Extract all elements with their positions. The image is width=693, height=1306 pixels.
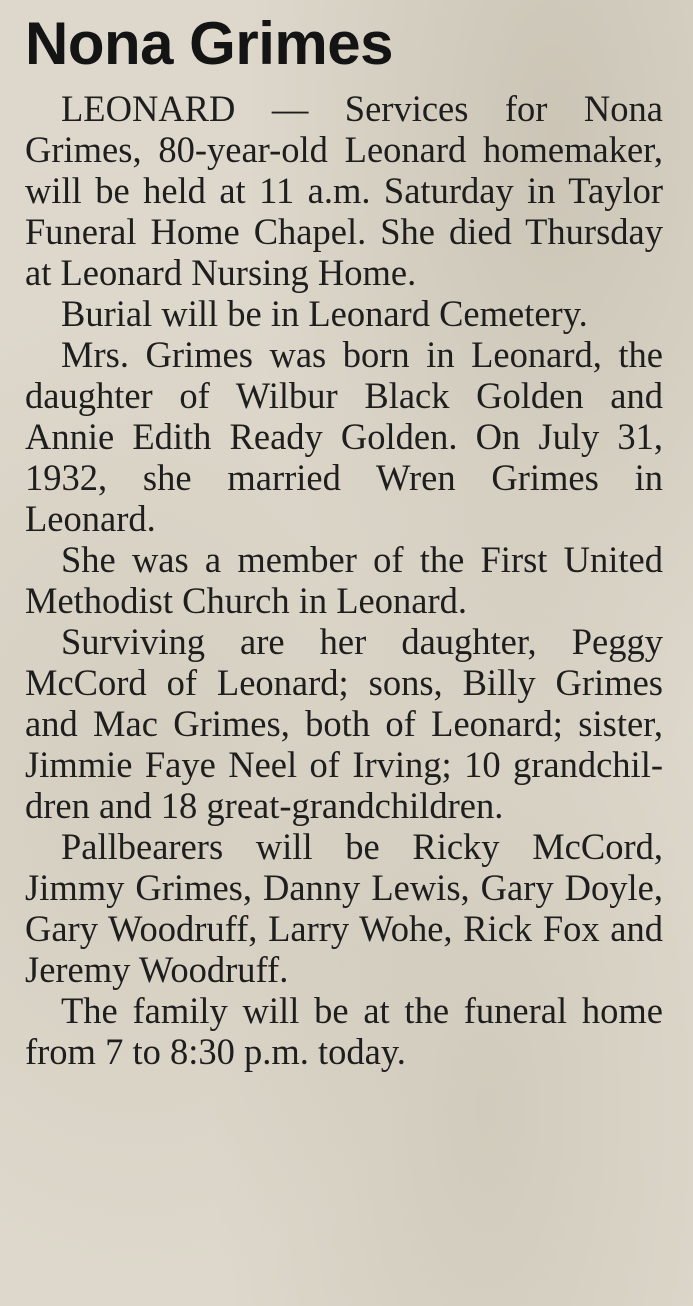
obituary-headline: Nona Grimes — [25, 10, 393, 77]
paragraph-services: LEONARD — Services for Nona Grimes, 80-year-old Leonard homemaker, will be held at 11 a.m. Saturday in Taylor Funeral Home Chapel. She died Thursday at Leonard Nursing Home. — [25, 88, 663, 293]
paragraph-church: She was a member of the First United Methodist Church in Leonard. — [25, 539, 663, 621]
paragraph-birth: Mrs. Grimes was born in Leonard, the daughter of Wilbur Black Golden and Annie Edith Ready Golden. On July 31, 1932, she married Wren Grimes in Leonard. — [25, 334, 663, 539]
paragraph-pallbearers: Pallbearers will be Ricky McCord, Jimmy Grimes, Danny Lewis, Gary Doyle, Gary Woodruff, Larry Wohe, Rick Fox and Jeremy Woodruff. — [25, 826, 663, 990]
paragraph-visitation: The family will be at the funeral home from 7 to 8:30 p.m. today. — [25, 990, 663, 1072]
obituary-body — [25, 88, 663, 1072]
paragraph-burial: Burial will be in Leonard Cemetery. — [61, 293, 588, 334]
paragraph-survivors: Surviving are her daughter, Peggy McCord of Leonard; sons, Billy Grimes and Mac Grimes, both of Leonard; sister, Jimmie Faye Neel of Irving; 10 grandchildren and 18 great-grandchildren. — [25, 621, 663, 826]
